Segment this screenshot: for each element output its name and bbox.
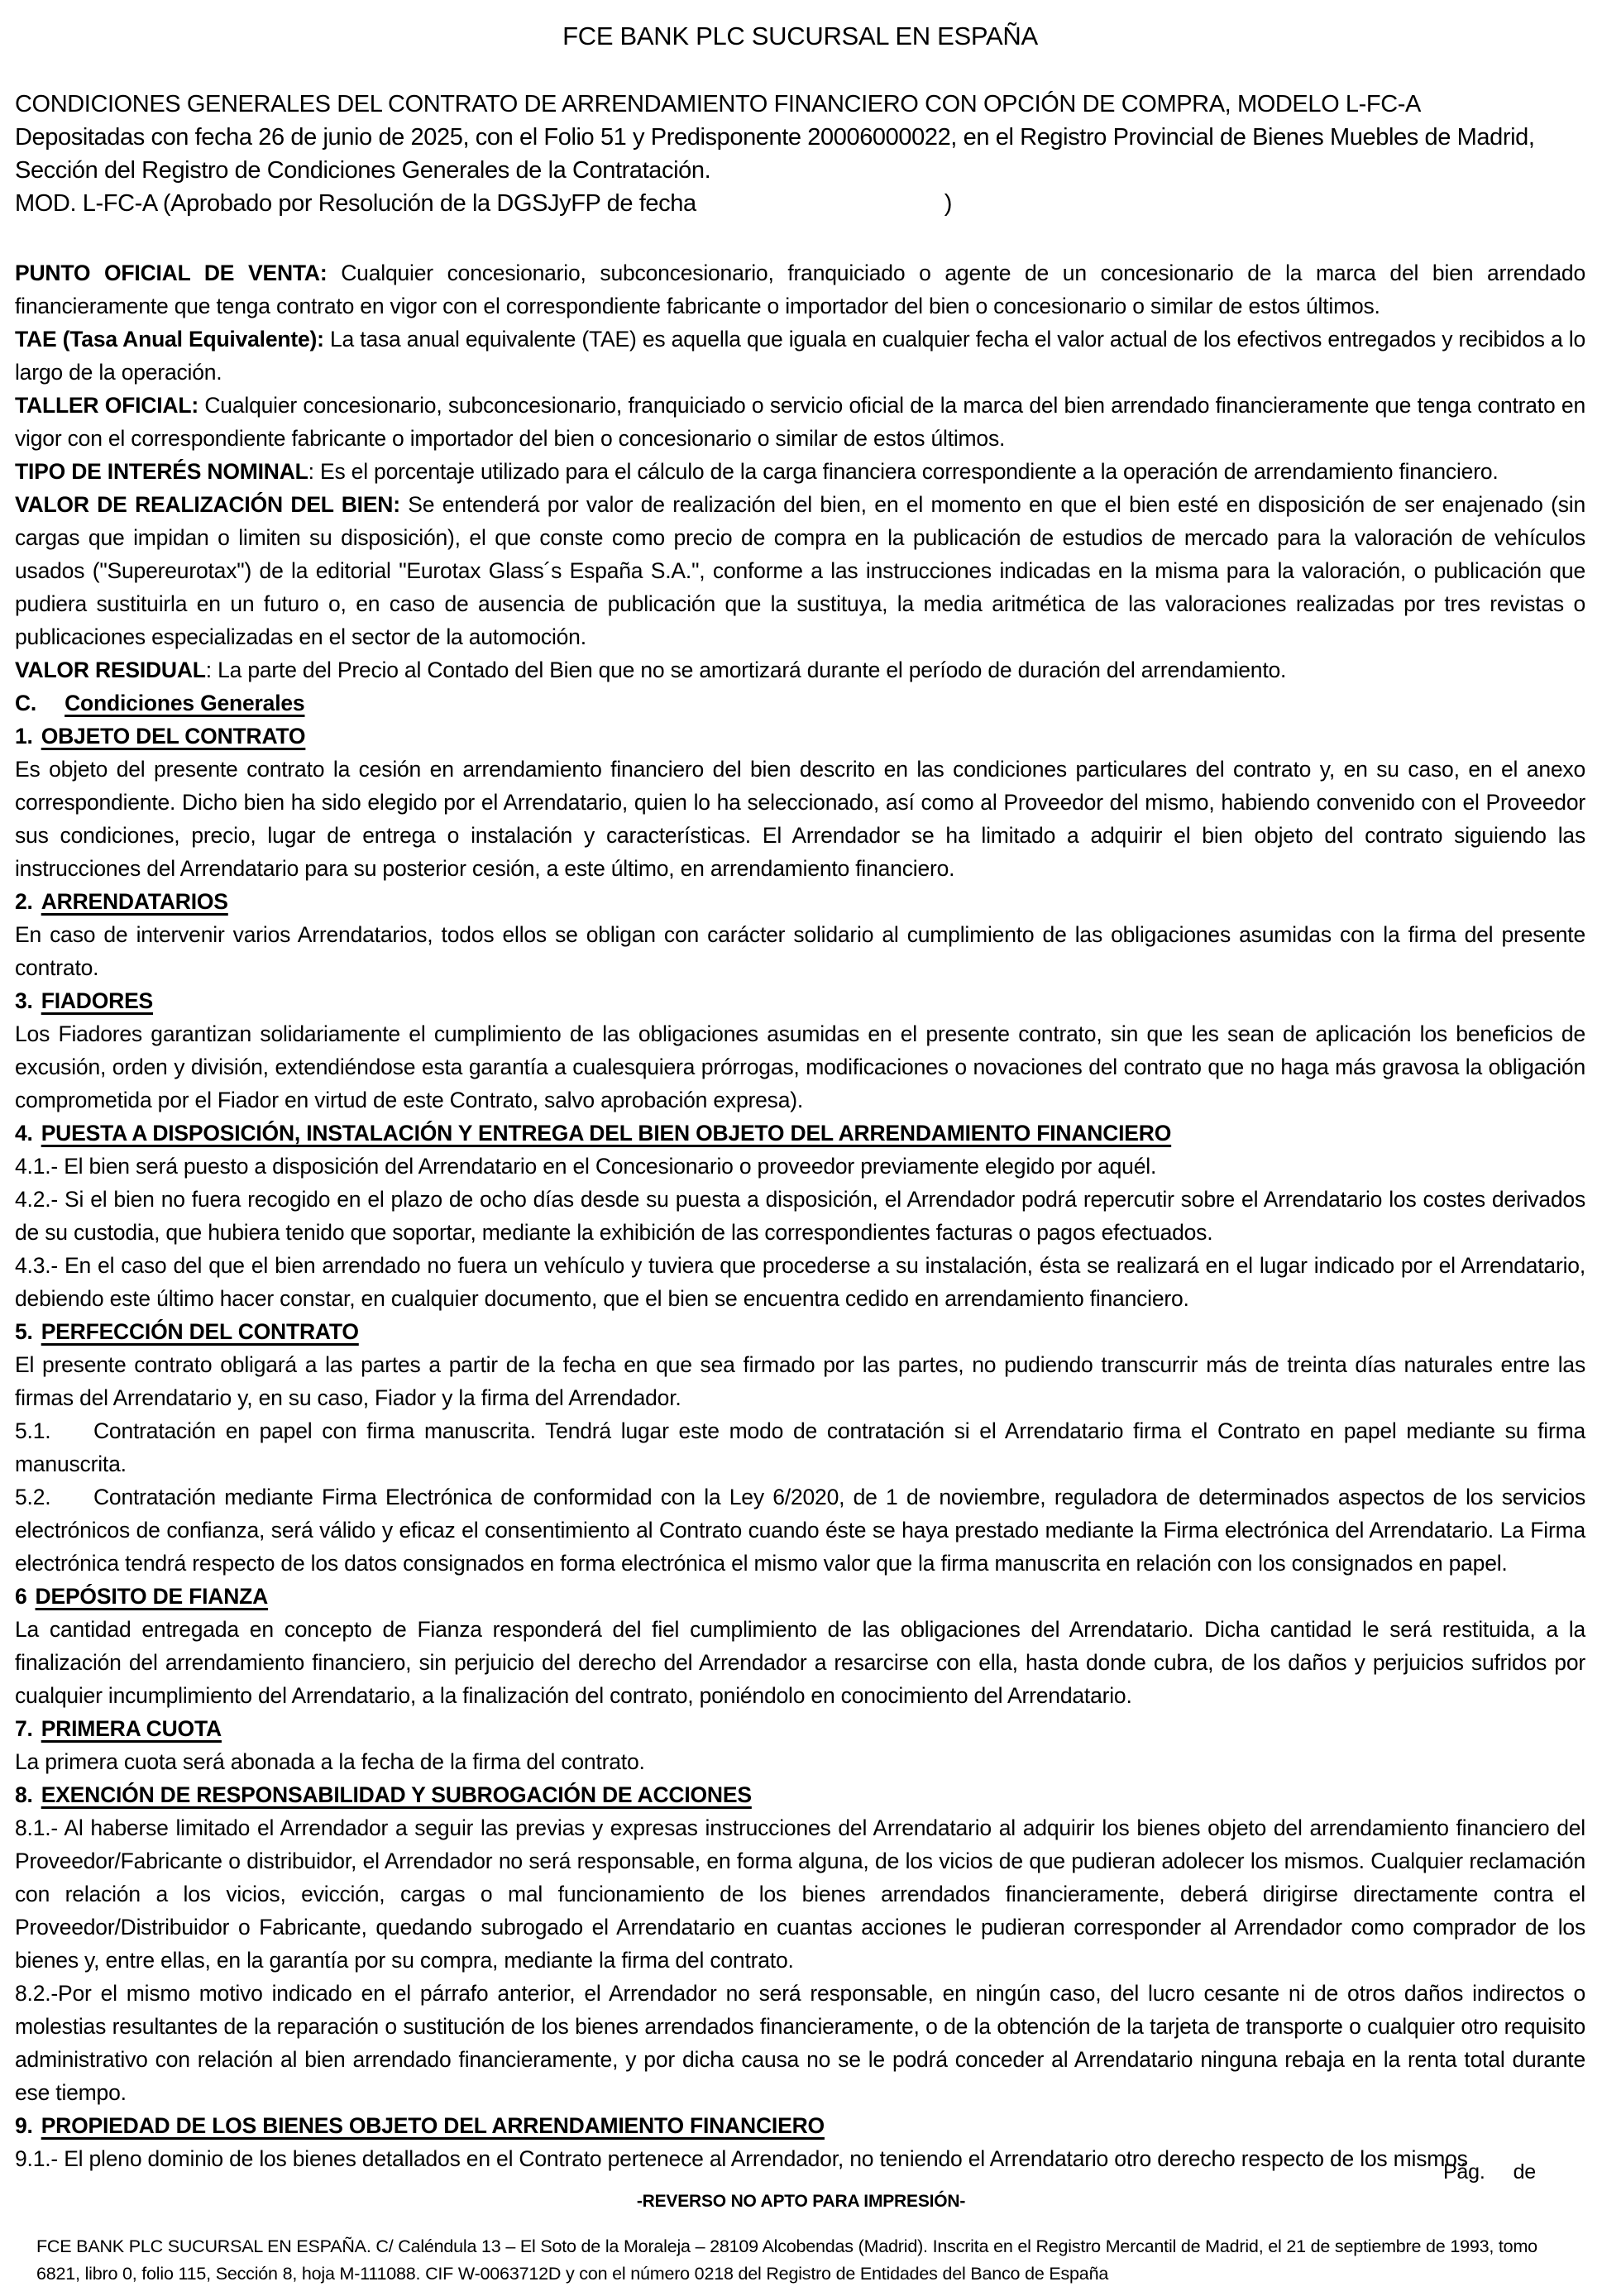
subclause-text: Contratación mediante Firma Electrónica de conformidad con la Ley 6/2020, de 1 de noviembre, reguladora de determinados aspectos de los servicios electrónicos de confianza, será válido y eficaz el consentimiento al Contrato cuando éste se haya prestado mediante la Firma electrónica del Arrendatario. La Firma electrónica tendrá respecto de los datos consignados en forma electrónica el mismo valor que la firma manuscrita en relación con los consignados en papel.	[15, 1485, 1585, 1576]
page-number-line	[1443, 2160, 1536, 2184]
section-number: 2.	[15, 889, 33, 914]
heading-letter: C.	[15, 691, 37, 715]
section-number: 6	[15, 1584, 27, 1609]
definition-valor-realizacion	[15, 488, 1585, 653]
section-3-heading	[15, 984, 1585, 1017]
section-number: 5.	[15, 1319, 33, 1344]
intro-line-conditions: CONDICIONES GENERALES DEL CONTRATO DE ARRENDAMIENTO FINANCIERO CON OPCIÓN DE COMPRA, MODELO L-FC-A	[15, 91, 1421, 117]
section-8-paragraph-82: 8.2.-Por el mismo motivo indicado en el párrafo anterior, el Arrendador no será responsable, en ningún caso, del lucro cesante ni de otros daños indirectos o molestias resultantes de la reparación o sustitución de los bienes arrendados financieramente, o de la obtención de la tarjeta de transporte o cualquier otro requisito administrativo con relación al bien arrendado financieramente, y por dicha causa no se le podrá conceder al Arrendatario ninguna rebaja en la renta total durante ese tiempo.	[15, 1981, 1585, 2105]
section-title: PROPIEDAD DE LOS BIENES OBJETO DEL ARRENDAMIENTO FINANCIERO	[41, 2113, 825, 2138]
section-title: ARRENDATARIOS	[41, 889, 228, 914]
section-2-paragraph: En caso de intervenir varios Arrendatarios, todos ellos se obligan con carácter solidario al cumplimiento de las obligaciones asumidas con la firma del presente contrato.	[15, 922, 1585, 980]
section-4-paragraph-43: 4.3.- En el caso del que el bien arrendado no fuera un vehículo y tuviera que procederse a su instalación, ésta se realizará en el lugar indicado por el Arrendatario, debiendo este último hacer constar, en cualquier documento, que el bien se encuentra cedido en arrendamiento financiero.	[15, 1253, 1585, 1311]
section-number: 7.	[15, 1716, 33, 1741]
section-title: PERFECCIÓN DEL CONTRATO	[41, 1319, 359, 1344]
mod-line-prefix: MOD. L-FC-A (Aprobado por Resolución de la DGSJyFP de fecha	[15, 190, 696, 217]
definition-taller-oficial	[15, 389, 1585, 455]
section-number: 9.	[15, 2113, 33, 2138]
section-1-paragraph: Es objeto del presente contrato la cesión en arrendamiento financiero del bien descrito en las condiciones particulares del contrato y, en su caso, en el anexo correspondiente. Dicho bien ha sido elegido por el Arrendatario, quien lo ha seleccionado, así como al Proveedor del mismo, habiendo convenido con el Proveedor sus condiciones, precio, lugar de entrega o instalación y características. El Arrendador se ha limitado a adquirir el bien objeto del contrato siguiendo las instrucciones del Arrendatario para su posterior cesión, a este último, en arrendamiento financiero.	[15, 757, 1585, 881]
section-9-paragraph: 9.1.- El pleno dominio de los bienes detallados en el Contrato pertenece al Arrendador, no teniendo el Arrendatario otro derecho respecto de los mismos	[15, 2146, 1468, 2171]
section-number: 4.	[15, 1121, 33, 1146]
definition-text: : La parte del Precio al Contado del Bien que no se amortizará durante el período de duración del arrendamiento.	[205, 658, 1287, 682]
reverse-print-notice: -REVERSO NO APTO PARA IMPRESIÓN-	[636, 2192, 966, 2211]
section-title: PUESTA A DISPOSICIÓN, INSTALACIÓN Y ENTREGA DEL BIEN OBJETO DEL ARRENDAMIENTO FINANCIERO	[41, 1121, 1172, 1146]
definition-term: TAE (Tasa Anual Equivalente):	[15, 327, 324, 352]
section-5-paragraph: El presente contrato obligará a las partes a partir de la fecha en que sea firmado por las partes, no pudiendo transcurrir más de treinta días naturales entre las firmas del Arrendatario y, en su caso, Fiador y la firma del Arrendador.	[15, 1352, 1585, 1410]
definition-valor-residual	[15, 653, 1585, 686]
section-4-paragraph-42: 4.2.- Si el bien no fuera recogido en el plazo de ocho días desde su puesta a disposición, el Arrendador podrá repercutir sobre el Arrendatario los costes derivados de su custodia, que hubiera tenido que soportar, mediante la exhibición de las correspondientes facturas o pagos efectuados.	[15, 1187, 1585, 1245]
subclause-text: Contratación en papel con firma manuscrita. Tendrá lugar este modo de contratación si el Arrendatario firma el Contrato en papel mediante su firma manuscrita.	[15, 1418, 1585, 1476]
subclause-label: 5.2.	[15, 1485, 51, 1509]
section-number: 3.	[15, 988, 33, 1013]
intro-line-deposit: Depositadas con fecha 26 de junio de 2025, con el Folio 51 y Predisponente 20006000022, en el Registro Provincial de Bienes Muebles de Madrid, Sección del Registro de Condiciones Generales de la Contratación.	[15, 124, 1535, 184]
section-number: 8.	[15, 1782, 33, 1807]
section-6-heading	[15, 1580, 1585, 1613]
general-conditions-heading	[15, 686, 1585, 720]
definition-text: Cualquier concesionario, subconcesionario, franquiciado o agente de un concesionario de la marca del bien arrendado financieramente que tenga contrato en vigor con el correspondiente fabricante o importador del bien o concesionario o similar de estos últimos.	[15, 261, 1585, 318]
definition-term: PUNTO OFICIAL DE VENTA:	[15, 261, 328, 285]
body-text	[15, 256, 1585, 2175]
subclause-label: 5.1.	[15, 1418, 51, 1443]
section-7-paragraph: La primera cuota será abonada a la fecha de la firma del contrato.	[15, 1749, 645, 1774]
definition-text: Cualquier concesionario, subconcesionario, franquiciado o servicio oficial de la marca del bien arrendado financieramente que tenga contrato en vigor con el correspondiente fabricante o importador del bien o concesionario o similar de estos últimos.	[15, 393, 1585, 451]
section-title: FIADORES	[41, 988, 154, 1013]
section-8-heading	[15, 1778, 1585, 1811]
section-title: PRIMERA CUOTA	[41, 1716, 222, 1741]
document-title: FCE BANK PLC SUCURSAL EN ESPAÑA	[562, 22, 1038, 50]
definition-tipo-interes	[15, 455, 1585, 488]
section-4-heading	[15, 1117, 1585, 1150]
definition-term: TALLER OFICIAL:	[15, 393, 198, 418]
section-5-subclause-51	[15, 1414, 1585, 1480]
section-6-paragraph: La cantidad entregada en concepto de Fianza responderá del fiel cumplimiento de las obligaciones del Arrendatario. Dicha cantidad le será restituida, a la finalización del arrendamiento financiero, sin perjuicio del derecho del Arrendador a resarcirse con ella, hasta donde cubra, de los daños y perjuicios sufridos por cualquier incumplimiento del Arrendatario, a la finalización del contrato, poniéndolo en conocimiento del Arrendatario.	[15, 1617, 1585, 1708]
definition-tae	[15, 323, 1585, 389]
intro-block	[15, 88, 1585, 220]
section-number: 1.	[15, 724, 33, 749]
definition-term: VALOR RESIDUAL	[15, 658, 206, 682]
section-1-heading	[15, 720, 1585, 753]
section-2-heading	[15, 885, 1585, 918]
section-5-heading	[15, 1315, 1585, 1348]
company-legal-footer: FCE BANK PLC SUCURSAL EN ESPAÑA. C/ Caléndula 13 – El Soto de la Moraleja – 28109 Alcobendas (Madrid). Inscrita en el Registro Mercantil de Madrid, el 21 de septiembre de 1993, tomo 6821, libro 0, folio 115, Sección 8, hoja M-111088. CIF W-0063712D y con el número 0218 del Registro de Entidades del Banco de España	[36, 2236, 1537, 2284]
section-8-paragraph-81: 8.1.- Al haberse limitado el Arrendador a seguir las previas y expresas instrucciones del Arrendatario al adquirir los bienes objeto del arrendamiento financiero del Proveedor/Fabricante o distribuidor, el Arrendador no será responsable, en forma alguna, de los vicios de que pudieran adolecer los mismos. Cualquier reclamación con relación a los vicios, evicción, cargas o mal funcionamiento de los bienes arrendados financieramente, deberá dirigirse directamente contra el Proveedor/Distribuidor o Fabricante, quedando subrogado el Arrendatario en cuantas acciones le pudieran corresponder al Arrendador como comprador de los bienes y, entre ellas, en la garantía por su compra, mediante la firma del contrato.	[15, 1815, 1585, 1973]
section-5-subclause-52	[15, 1480, 1585, 1580]
section-title: DEPÓSITO DE FIANZA	[35, 1584, 269, 1609]
heading-title: Condiciones Generales	[65, 691, 305, 715]
definition-text: Se entenderá por valor de realización del bien, en el momento en que el bien esté en disposición de ser enajenado (sin cargas que impidan o limiten su disposición), el que conste como precio de compra en la publicación de estudios de mercado para la valoración de vehículos usados ("Supereurotax") de la editorial "Eurotax Glass´s España S.A.", conforme a las instrucciones indicadas en la misma para la valoración, o publicación que pudiera sustituirla en un futuro o, en caso de ausencia de publicación que la sustituya, la media aritmética de las valoraciones realizadas por tres revistas o publicaciones especializadas en el sector de la automoción.	[15, 492, 1585, 649]
intro-line-mod	[15, 187, 1585, 220]
page-label: Pág.	[1442, 2160, 1485, 2184]
section-4-paragraph-41: 4.1.- El bien será puesto a disposición del Arrendatario en el Concesionario o proveedor previamente elegido por aquél.	[15, 1154, 1157, 1179]
definition-text: La tasa anual equivalente (TAE) es aquella que iguala en cualquier fecha el valor actual de los efectivos entregados y recibidos a lo largo de la operación.	[15, 327, 1585, 385]
mod-line-suffix: )	[944, 190, 952, 217]
section-7-heading	[15, 1712, 1585, 1745]
definition-text: : Es el porcentaje utilizado para el cálculo de la carga financiera correspondiente a la operación de arrendamiento financiero.	[308, 459, 1499, 484]
page-of-label: de	[1513, 2160, 1536, 2184]
section-title: OBJETO DEL CONTRATO	[41, 724, 306, 749]
section-3-paragraph: Los Fiadores garantizan solidariamente el cumplimiento de las obligaciones asumidas en el presente contrato, sin que les sean de aplicación los beneficios de excusión, orden y división, extendiéndose esta garantía a cualesquiera prórrogas, modificaciones o novaciones del contrato que no haga más gravosa la obligación comprometida por el Fiador en virtud de este Contrato, salvo aprobación expresa).	[15, 1021, 1585, 1112]
definition-punto-oficial	[15, 256, 1585, 323]
section-title: EXENCIÓN DE RESPONSABILIDAD Y SUBROGACIÓN DE ACCIONES	[41, 1782, 752, 1807]
definition-term: VALOR DE REALIZACIÓN DEL BIEN:	[15, 492, 400, 517]
section-9-heading	[15, 2109, 1585, 2142]
definition-term: TIPO DE INTERÉS NOMINAL	[15, 459, 308, 484]
